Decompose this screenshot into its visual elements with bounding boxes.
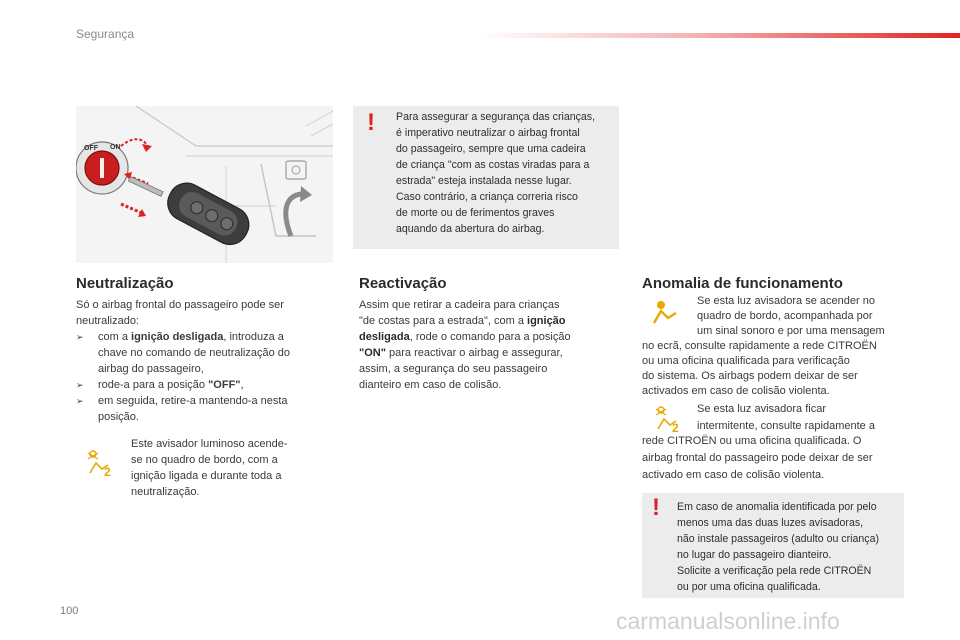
switch-off-label: OFF [84, 145, 98, 152]
reactivacao-text: Assim que retirar a cadeira para crianças "de costas para a estrada", com a ignição desligada, rode o comando para a posição "ON" para reactivar o airbag e assegurar, assim, a segurança do seu passageiro dianteiro em caso de colisão. [359, 299, 571, 391]
warning-exclamation-icon: ! [652, 494, 660, 521]
list-item: ➢ em seguida, retire-a mantendo-a nesta posição. [76, 395, 288, 423]
list-item: ➢ com a ignição desligada, introduza a chave no comando de neutralização do airbag do passageiro, [76, 331, 291, 375]
warning-text-line: de criança "com as costas viradas para a [396, 159, 590, 171]
warning-text-line: ou por uma oficina qualificada. [677, 581, 821, 593]
warning-text-line: do passageiro, sempre que uma cadeira [396, 143, 586, 155]
section-title: Segurança [76, 27, 135, 41]
header-accent-bar [478, 33, 960, 38]
neutralizacao-intro: Só o airbag frontal do passageiro pode ser neutralizado: [76, 299, 284, 327]
warning-text-line: Para assegurar a segurança das crianças, [396, 111, 596, 123]
airbag-switch-illustration [76, 106, 333, 263]
anomalia-heading: Anomalia de funcionamento [642, 275, 843, 292]
airbag-switch-drawing [76, 106, 333, 263]
list-item: ➢ rode-a para a posição "OFF", [76, 379, 244, 391]
warning-text-line: Caso contrário, a criança correria risco [396, 191, 578, 203]
svg-text:2: 2 [104, 465, 111, 477]
warning-text-line: Em caso de anomalia identificada por pelo [677, 501, 877, 513]
airbag-off-lamp-icon [84, 449, 116, 477]
warning-text-line: menos uma das duas luzes avisadoras, [677, 517, 864, 529]
warning-text-line: não instale passageiros (adulto ou criança) [677, 533, 879, 545]
bullet-icon: ➢ [76, 332, 84, 342]
switch-on-label: ON [110, 144, 121, 151]
warning-text-line: Solicite a verificação pela rede CITROËN [677, 565, 872, 577]
flashing-lamp-description-cont: rede CITROËN ou uma oficina qualificada. O airbag frontal do passageiro pode deixar de ser activado em caso de colisão violenta. [642, 435, 873, 481]
bullet-icon: ➢ [76, 380, 84, 390]
airbag-fault-lamp-icon [650, 300, 680, 326]
child-safety-warning [353, 106, 619, 249]
fault-lamp-description-cont: no ecrã, consulte rapidamente a rede CITROËN ou uma oficina qualificada para verificação do sistema. Os airbags podem deixar de ser activados em caso de colisão violenta. [642, 340, 877, 397]
flashing-lamp-description: Se esta luz avisadora ficar intermitente, consulte rapidamente a [697, 403, 875, 432]
watermark: carmanualsonline.info [616, 608, 840, 634]
lamp-description: Este avisador luminoso acende- se no quadro de bordo, com a ignição ligada e durante toda a neutralização. [131, 438, 288, 498]
warning-text-line: no lugar do passageiro dianteiro. [677, 549, 832, 561]
neutralizacao-heading: Neutralização [76, 275, 174, 292]
page-number: 100 [60, 605, 79, 617]
warning-text-line: estrada" esteja instalada nesse lugar. [396, 175, 572, 187]
warning-text-line: aquando da abertura do airbag. [396, 223, 545, 235]
airbag-off-lamp-flashing-icon [652, 405, 684, 433]
bullet-icon: ➢ [76, 396, 84, 406]
reactivacao-heading: Reactivação [359, 275, 447, 292]
warning-text-line: é imperativo neutralizar o airbag frontal [396, 127, 580, 139]
warning-exclamation-icon: ! [367, 109, 375, 136]
fault-lamp-description: Se esta luz avisadora se acender no quadro de bordo, acompanhada por um sinal sonoro e por uma mensagem [697, 295, 885, 337]
warning-text-line: de morte ou de ferimentos graves [396, 207, 555, 219]
svg-text:2: 2 [672, 421, 679, 433]
anomaly-warning [642, 493, 904, 598]
